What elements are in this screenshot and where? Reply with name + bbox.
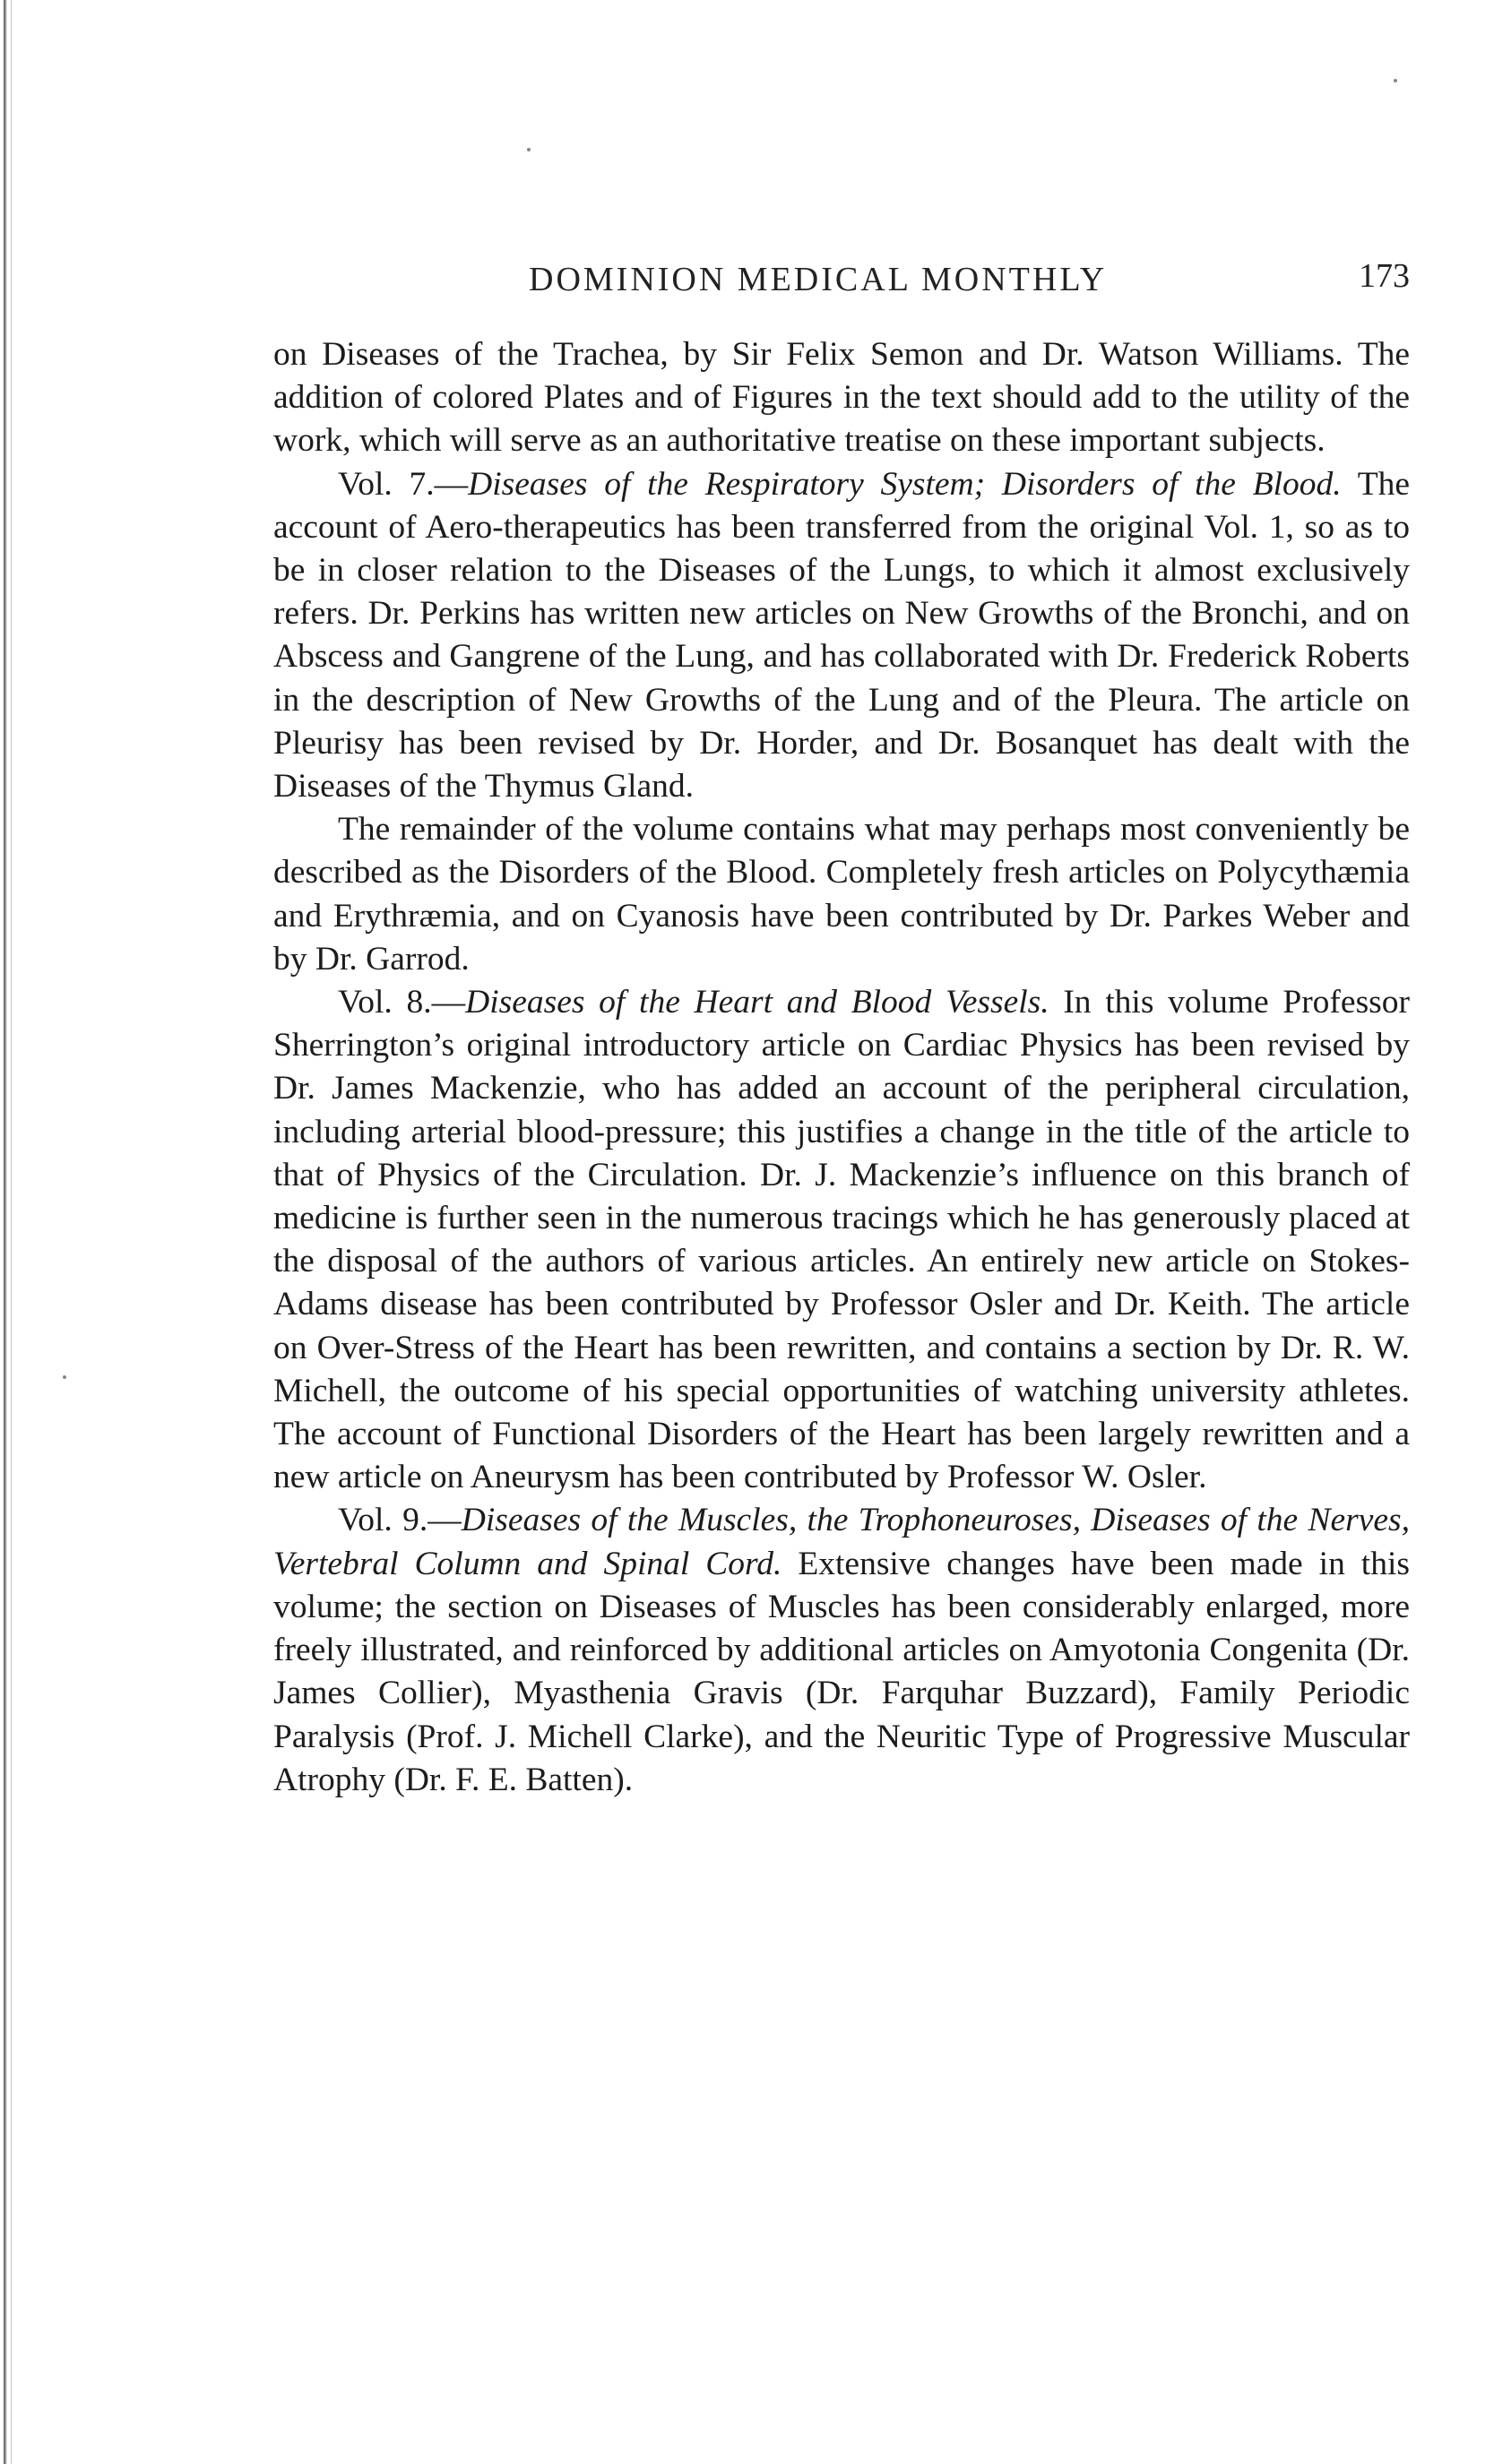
volume-label: Vol. 9.— [338,1502,462,1539]
scan-speck [1394,79,1397,82]
paragraph-vol-9 [273,1499,1410,1801]
volume-title: Diseases of the Heart and Blood Vessels. [465,984,1049,1021]
article-body [273,333,1410,1802]
paragraph-vol-7 [273,463,1410,809]
paragraph-text: The account of Aero-therapeutics has been transferred from the original Vol. 1, so as to be in closer relation to the Diseases of the Lungs, to which it almost exclusively refers. Dr. Perkins has written new articles on New Growths of the Bronchi, and on Abscess and Gangrene of the Lung, and has collaborated with Dr. Frederick Roberts in the description of New Growths of the Lung and of the Pleura. The article on Pleurisy has been revised by Dr. Horder, and Dr. Bosanquet has dealt with the Diseases of the Thymus Gland. [273,465,1411,806]
paragraph-text: Extensive changes have been made in this volume; the section on Diseases of Muscles has been considerably enlarged, more freely illustrated, and reinforced by additional articles on Amyotonia Congenita (Dr. James Collier), Myasthenia Gravis (Dr. Farquhar Buzzard), Family Periodic Paralysis (Prof. J. Michell Clarke), and the Neuritic Type of Progressive Muscular Atrophy (Dr. F. E. Batten). [273,1545,1410,1798]
volume-label: Vol. 8.— [338,984,466,1021]
volume-title: Diseases of the Muscles, the Trophoneuroses, Diseases of the Nerves, Vertebral Column and Spinal Cord. [273,1502,1410,1582]
scan-speck [527,148,531,151]
paragraph-continuation [273,333,1410,463]
binding-edge-shadow [4,0,7,2464]
running-head: DOMINION MEDICAL MONTHLY [529,261,1108,298]
paragraph-text: In this volume Professor Sherrington’s original introductory article on Cardiac Physics has been revised by Dr. James Mackenzie, who has added an account of the peripheral circulation, including arterial blood-pressure; this justifies a change in the title of the article to that of Physics of the Circulation. Dr. J. Mackenzie’s influence on this branch of medicine is further seen in the numerous tracings which he has generously placed at the disposal of the authors of various articles. An entirely new article on Stokes-Adams disease has been contributed by Professor Osler and Dr. Keith. The article on Over-Stress of the Heart has been rewritten, and contains a section by Dr. R. W. Michell, the outcome of his special opportunities of watching university athletes. The account of Functional Disorders of the Heart has been largely rewritten and a new article on Aneurysm has been contributed by Professor W. Osler. [273,984,1410,1496]
page-header [273,257,1410,305]
page-number: 173 [1359,257,1410,295]
scan-speck [63,1375,66,1379]
paragraph-blood-disorders [273,808,1410,981]
binding-edge-line [11,0,12,2464]
paragraph-vol-8 [273,981,1410,1499]
paragraph-text: The remainder of the volume contains what may perhaps most conveniently be described as the Disorders of the Blood. Completely fresh articles on Polycythæmia and Erythræmia, and on Cyanosis have been contributed by Dr. Parkes Weber and by Dr. Garrod. [273,811,1410,978]
volume-label: Vol. 7.— [338,465,469,503]
volume-title: Diseases of the Respiratory System; Disorders of the Blood. [468,465,1342,503]
paragraph-text: on Diseases of the Trachea, by Sir Felix Semon and Dr. Watson Williams. The addition of colored Plates and of Figures in the text should add to the utility of the work, which will serve as an authoritative treatise on these important subjects. [273,336,1410,460]
